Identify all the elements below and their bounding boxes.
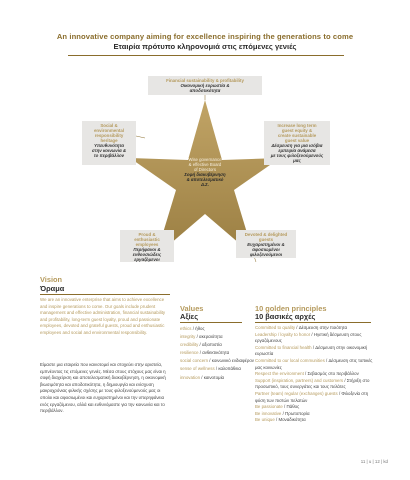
box-financial-sustainability: Financial sustainability & profitability Οικονομική ευρωστία & αποδοτικότητα [148, 76, 262, 95]
list-item: Committed to financial health / Δέσμευση στην οικονομική ευρωστία [255, 344, 368, 357]
golden-principles-divider [255, 322, 371, 323]
values-title-greek: Αξίες [180, 312, 199, 321]
box-guest-equity: Increase long term guest equity & create sustainable guest value Δέσμευση για μια ισόβια εμπειρία ανάμεσα με τους φιλοξενούμενούς μας [264, 121, 330, 165]
box-devoted-guests: Devoted & delighted guests Ευχαριστημένοι & αφοσιωμένοι φιλοξενούμενοι [236, 230, 296, 258]
golden-principles-title-greek: 10 βασικές αρχές [255, 312, 316, 321]
list-item: Support (inspiration, partners) and customers / Στήριξη στο προσωπικό, τους συνεργάτες και τους πελάτες [255, 377, 370, 390]
list-item: ethics / ήθος [180, 326, 205, 331]
box-social-environmental: Social & environmental responsibility heritage Υπευθυνότητα στην κοινωνία & το περιβάλλον [82, 121, 136, 165]
values-divider [180, 322, 242, 323]
list-item: Committed to quality / Δέσμευση στην ποιότητα [255, 325, 348, 330]
vision-title: Vision [40, 275, 63, 284]
golden-principles-title: 10 golden principles [255, 304, 327, 313]
list-item: Committed to our local communities / Δέσμευση στις τοπικές μας κοινωνίες [255, 357, 373, 370]
list-item: Respect the environment / Σεβασμός στο περιβάλλον [255, 371, 359, 377]
list-item: resilience / ανθεκτικότητα [180, 350, 230, 356]
page-number: 11 | u | 12 | kd [360, 459, 388, 464]
list-item: Be unique / Μοναδικότητα [255, 417, 306, 423]
heading-english: An innovative company aiming for excellence inspiring the generations to come [56, 32, 354, 41]
list-item: innovation / καινοτομία [180, 374, 225, 380]
golden-principles-list [255, 325, 377, 424]
list-item: integrity / ακεραιότητα [180, 334, 223, 340]
values-title: Values [180, 304, 204, 313]
box-proud-employees: Proud & enthusiastic employees Περήφανοι & ενθουσιώδεις εργαζόμενοι [120, 230, 174, 262]
list-item: Be innovative / Πρωτοπορία [255, 410, 310, 416]
vision-text-english: We are an innovative enterprise that aims to achieve excellence and inspire generations to come. Our goals include prudent management and effective administration, financial sustainability and profitability, long-term guest loyalty, proud and passionate employees, devoted and grateful guests, proud and enthusiastic employees and social and environmental responsibility. [40, 297, 166, 335]
center-governance-label: Wise governance & effective Board of Directors Σοφή διακυβέρνηση & αποτελεσματικό Δ.Σ. [184, 157, 226, 187]
vision-title-greek: Όραμα [40, 284, 65, 293]
vision-divider [40, 294, 170, 295]
list-item: social concern / κοινωνικό ενδιαφέρον [180, 358, 254, 364]
list-item: sense of wellness / καλοπάθεια [180, 366, 241, 372]
list-item: Leadership / loyalty to honor / Ηγετική δέσμευση στους εργαζόμενους [255, 331, 362, 344]
list-item: credibility / αξιοπιστία [180, 342, 222, 348]
list-item: Partner (team) regular (exchanges) guests / Φιλοξενία στη φύση των πιστών πελατών [255, 390, 369, 403]
list-item: Be passionate / Πάθος [255, 404, 300, 410]
vision-text-greek: Είμαστε μια εταιρεία που καινοτομεί και στοχεύει στην αριστεία, εμπνέοντας τις επόμενες γενιές. Μέσα στους στόχους μας είναι η σοφή διαχείριση και αποτελεσματική διακυβέρνηση, η οικονομική βιωσιμότητα και αποδοτικότητα, η δημιουργία και ενίσχυση μακροχρόνιας φιλικής σχέσης με τους φιλοξενούμενούς μας οι οποίοι και αφοσιωμένοι και ευχαριστημένοι και την υπερηφάνεια ενός εργαζόμενου, αλλά και ευθυνόμαστε για την κοινωνία και το περιβάλλον. [40, 362, 166, 414]
heading-greek: Εταιρία πρότυπο κληρονομιά στις επόμενες γενιές [113, 42, 297, 51]
values-list [180, 325, 254, 382]
